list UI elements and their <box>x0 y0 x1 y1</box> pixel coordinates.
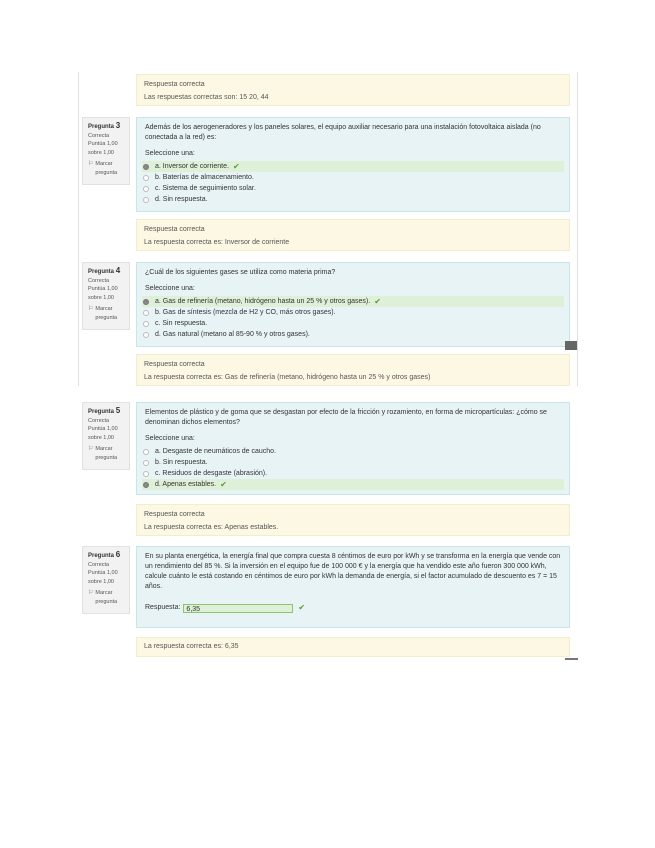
answer-label: Respuesta: <box>145 604 181 611</box>
radio-button[interactable] <box>143 321 149 327</box>
answer-option-a[interactable]: a. Inversor de corriente. ✔ <box>142 161 564 172</box>
answer-option-d[interactable]: d. Apenas estables. ✔ <box>142 479 564 490</box>
feedback-title: Respuesta correcta <box>144 81 205 88</box>
radio-button[interactable] <box>143 197 149 203</box>
select-prompt: Seleccione una: <box>145 150 195 157</box>
question-status: Correcta <box>88 417 110 424</box>
select-prompt: Seleccione una: <box>145 285 195 292</box>
scroll-marker <box>565 658 578 660</box>
question-4-feedback <box>136 354 570 386</box>
radio-button[interactable] <box>143 332 149 338</box>
feedback-text: La respuesta correcta es: Apenas estables. <box>144 524 279 531</box>
feedback-text: La respuesta correcta es: 6,35 <box>144 643 239 650</box>
flag-question-button[interactable]: ⚐ Marcar pregunta <box>88 306 118 321</box>
check-icon: ✔ <box>232 161 240 171</box>
question-text: ¿Cuál de los siguientes gases se utiliza como materia prima? <box>145 269 336 276</box>
answer-option-c[interactable]: c. Residuos de desgaste (abrasión). <box>142 468 564 479</box>
scroll-marker <box>565 341 577 350</box>
question-6-info <box>82 546 130 614</box>
select-prompt: Seleccione una: <box>145 435 195 442</box>
feedback-text: Las respuestas correctas son: 15 20, 44 <box>144 94 269 101</box>
question-score: Puntúa 1,00 sobre 1,00 <box>88 141 118 156</box>
question-score: Puntúa 1,00 sobre 1,00 <box>88 426 118 441</box>
answer-row <box>145 603 561 613</box>
radio-button[interactable] <box>143 299 149 305</box>
answer-input[interactable]: 6,35 <box>183 604 293 613</box>
radio-button[interactable] <box>143 460 149 466</box>
answer-option-b[interactable]: b. Baterías de almacenamiento. <box>142 172 564 183</box>
question-score: Puntúa 1,00 sobre 1,00 <box>88 570 118 585</box>
flag-icon: ⚐ <box>88 306 94 312</box>
answer-option-d[interactable]: d. Sin respuesta. <box>142 194 564 205</box>
radio-button[interactable] <box>143 471 149 477</box>
question-6 <box>136 546 570 628</box>
question-number: Pregunta 3 <box>88 121 121 130</box>
feedback-title: Respuesta correcta <box>144 361 205 368</box>
flag-icon: ⚐ <box>88 590 94 596</box>
question-2-feedback <box>136 74 570 106</box>
answer-option-d[interactable]: d. Gas natural (metano al 85-90 % y otros gases). <box>142 329 564 340</box>
flag-question-button[interactable]: ⚐ Marcar pregunta <box>88 161 118 176</box>
answer-option-c[interactable]: c. Sin respuesta. <box>142 318 564 329</box>
answer-option-b[interactable]: b. Sin respuesta. <box>142 457 564 468</box>
question-3-feedback <box>136 219 570 251</box>
flag-icon: ⚐ <box>88 161 94 167</box>
feedback-title: Respuesta correcta <box>144 226 205 233</box>
radio-button[interactable] <box>143 186 149 192</box>
feedback-text: La respuesta correcta es: Gas de refinería (metano, hidrógeno hasta un 25 % y otros gases) <box>144 374 431 381</box>
question-number: Pregunta 4 <box>88 266 121 275</box>
feedback-title: Respuesta correcta <box>144 511 205 518</box>
answer-option-c[interactable]: c. Sistema de seguimiento solar. <box>142 183 564 194</box>
check-icon: ✔ <box>298 603 306 612</box>
flag-icon: ⚐ <box>88 446 94 452</box>
page-divider <box>577 72 578 386</box>
flag-question-button[interactable]: ⚐ Marcar pregunta <box>88 590 118 605</box>
answer-option-a[interactable]: a. Desgaste de neumáticos de caucho. <box>142 446 564 457</box>
question-4 <box>136 262 570 347</box>
radio-button[interactable] <box>143 449 149 455</box>
page-divider <box>78 72 79 386</box>
question-5 <box>136 402 570 495</box>
question-number: Pregunta 5 <box>88 406 121 415</box>
question-3-info <box>82 117 130 185</box>
radio-button[interactable] <box>143 310 149 316</box>
radio-button[interactable] <box>143 482 149 488</box>
question-3 <box>136 117 570 212</box>
check-icon: ✔ <box>374 296 381 306</box>
check-icon: ✔ <box>220 479 227 489</box>
radio-button[interactable] <box>143 175 149 181</box>
question-5-feedback <box>136 504 570 536</box>
question-status: Correcta <box>88 561 110 568</box>
question-5-info <box>82 402 130 470</box>
question-text: Además de los aerogeneradores y los paneles solares, el equipo auxiliar necesario para una instalación fotovoltaica aislada (no conectada a la red) es: <box>145 124 541 141</box>
question-status: Correcta <box>88 132 110 139</box>
flag-question-button[interactable]: ⚐ Marcar pregunta <box>88 446 118 461</box>
answer-option-b[interactable]: b. Gas de síntesis (mezcla de H2 y CO, más otros gases). <box>142 307 564 318</box>
question-text: Elementos de plástico y de goma que se desgastan por efecto de la fricción y rozamiento, en forma de micropartículas: ¿cómo se denominan dichos elementos? <box>145 409 547 426</box>
answer-option-a[interactable]: a. Gas de refinería (metano, hidrógeno hasta un 25 % y otros gases). ✔ <box>142 296 564 307</box>
feedback-text: La respuesta correcta es: Inversor de corriente <box>144 239 290 246</box>
question-number: Pregunta 6 <box>88 550 121 559</box>
question-text: En su planta energética, la energía final que compra cuesta 8 céntimos de euro por kWh y se transforma en la energía que vende con un rendimiento del 85 %. Si la inversión en el equipo fue de 100 000 € y la energía que ha vendido este año fueron 300 000 kWh, calcule cuánto le está costando en céntimos de euro por kWh la demanda de energía, si el factor acumulado de descuento es 7 = 15 años. <box>145 553 561 590</box>
question-score: Puntúa 1,00 sobre 1,00 <box>88 286 118 301</box>
question-6-feedback <box>136 637 570 657</box>
question-status: Correcta <box>88 277 110 284</box>
radio-button[interactable] <box>143 164 149 170</box>
question-4-info <box>82 262 130 330</box>
